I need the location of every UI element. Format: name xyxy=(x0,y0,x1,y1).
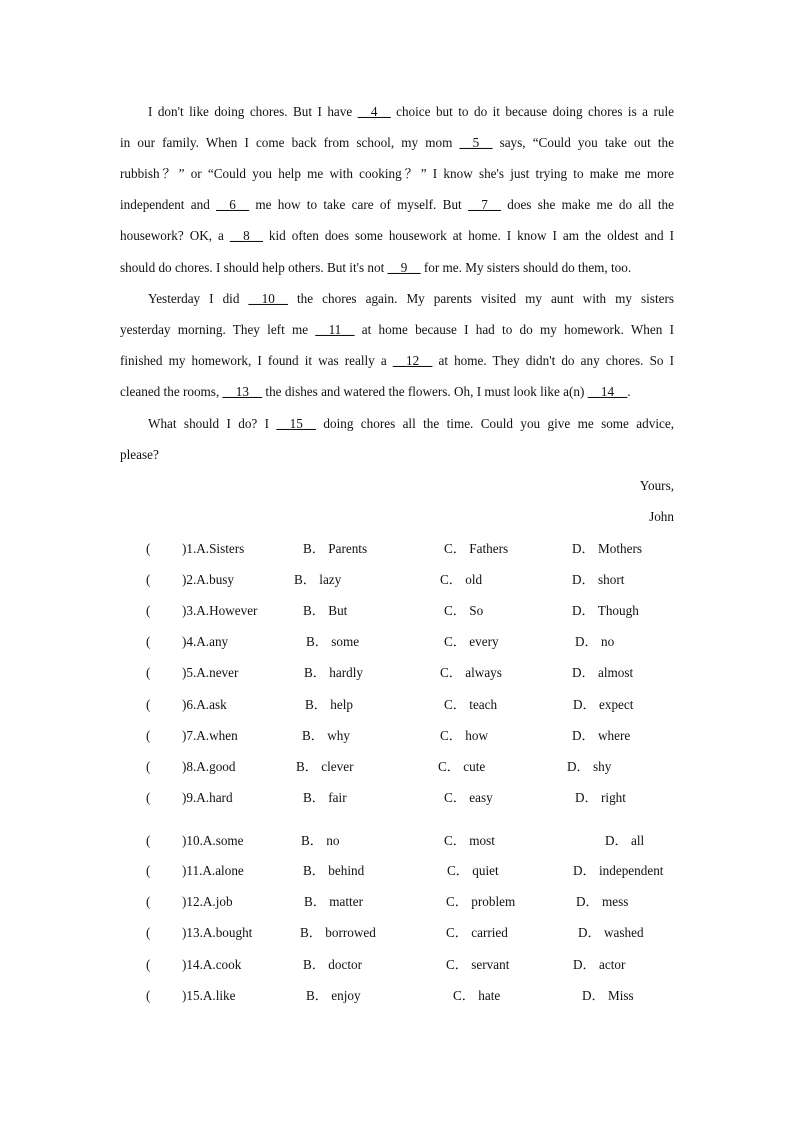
option-c: C． how xyxy=(440,728,488,743)
option-a: )11.A.alone xyxy=(182,863,244,878)
option-c: C． cute xyxy=(438,759,486,774)
answer-paren[interactable]: ( xyxy=(146,988,151,1003)
option-a: )2.A.busy xyxy=(182,572,235,587)
blank-14: __14__ xyxy=(587,384,628,399)
option-c: C． quiet xyxy=(447,863,499,878)
passage-line: cleaned the rooms, __13__ the dishes and watered the flowers. Oh, I must look like a(n) __14__. xyxy=(120,384,631,399)
option-a: )4.A.any xyxy=(182,634,229,649)
option-a: )5.A.never xyxy=(182,665,239,680)
blank-10: __10__ xyxy=(248,291,288,306)
option-a: )15.A.like xyxy=(182,988,236,1003)
option-b: B． why xyxy=(302,728,350,743)
blank-12: __12__ xyxy=(392,353,433,368)
answer-paren[interactable]: ( xyxy=(146,957,151,972)
option-c: C． teach xyxy=(444,697,498,712)
option-b: B． borrowed xyxy=(300,925,376,940)
passage-line: in our family. When I come back from school, my mom __5__ says, “Could you take out the xyxy=(120,135,675,150)
answer-paren[interactable]: ( xyxy=(146,603,151,618)
answer-paren[interactable]: ( xyxy=(146,697,151,712)
option-d: D． washed xyxy=(578,925,644,940)
option-a: )14.A.cook xyxy=(182,957,242,972)
option-a: )13.A.bought xyxy=(182,925,253,940)
passage-line: independent and __6__ me how to take care of myself. But __7__ does she make me do all the xyxy=(120,197,674,212)
option-c: C． carried xyxy=(446,925,508,940)
passage-line: finished my homework, I found it was really a __12__ at home. They didn't do any chores. So I xyxy=(120,353,674,368)
answer-paren[interactable]: ( xyxy=(146,665,151,680)
option-c: C． most xyxy=(444,833,495,848)
option-a: )10.A.some xyxy=(182,833,244,848)
option-b: B． matter xyxy=(304,894,363,909)
option-b: B． behind xyxy=(303,863,365,878)
option-c: C． Fathers xyxy=(444,541,509,556)
option-b: B． hardly xyxy=(304,665,363,680)
option-a: )7.A.when xyxy=(182,728,238,743)
answer-paren[interactable]: ( xyxy=(146,863,151,878)
passage-line: should do chores. I should help others. But it's not __9__ for me. My sisters should do them, too. xyxy=(120,260,632,275)
option-c: C． old xyxy=(440,572,483,587)
option-c: C． problem xyxy=(446,894,516,909)
passage-line: please? xyxy=(120,447,159,462)
option-a: )9.A.hard xyxy=(182,790,233,805)
option-b: B． But xyxy=(303,603,348,618)
letter-signature: John xyxy=(649,509,674,524)
blank-6: __6__ xyxy=(216,197,250,212)
option-d: D． Mothers xyxy=(572,541,642,556)
option-b: B． lazy xyxy=(294,572,342,587)
option-c: C． hate xyxy=(453,988,501,1003)
option-b: B． enjoy xyxy=(306,988,361,1003)
passage-line: rubbish？” or “Could you help me with cooking？” I know she's just trying to make me more xyxy=(120,166,674,181)
option-d: D． all xyxy=(605,833,645,848)
blank-13: __13__ xyxy=(222,384,263,399)
option-d: D． Though xyxy=(572,603,639,618)
answer-paren[interactable]: ( xyxy=(146,833,151,848)
option-a: )8.A.good xyxy=(182,759,236,774)
option-d: D． short xyxy=(572,572,625,587)
option-d: D． no xyxy=(575,634,615,649)
option-b: B． doctor xyxy=(303,957,362,972)
answer-paren[interactable]: ( xyxy=(146,925,151,940)
option-b: B． some xyxy=(306,634,360,649)
option-c: C． easy xyxy=(444,790,493,805)
option-d: D． actor xyxy=(573,957,626,972)
option-c: C． So xyxy=(444,603,484,618)
answer-paren[interactable]: ( xyxy=(146,790,151,805)
option-a: )3.A.However xyxy=(182,603,258,618)
option-b: B． fair xyxy=(303,790,347,805)
answer-paren[interactable]: ( xyxy=(146,634,151,649)
option-d: D． Miss xyxy=(582,988,634,1003)
blank-11: __11__ xyxy=(315,322,355,337)
option-d: D． expect xyxy=(573,697,634,712)
passage-line: housework? OK, a __8__ kid often does some housework at home. I know I am the oldest and I xyxy=(120,228,675,243)
option-d: D． independent xyxy=(573,863,664,878)
option-c: C． servant xyxy=(446,957,510,972)
blank-15: __15__ xyxy=(276,416,316,431)
letter-closing: Yours, xyxy=(639,478,674,493)
option-b: B． clever xyxy=(296,759,354,774)
option-c: C． every xyxy=(444,634,499,649)
option-d: D． mess xyxy=(576,894,629,909)
option-d: D． right xyxy=(575,790,626,805)
option-a: )1.A.Sisters xyxy=(182,541,245,556)
option-a: )6.A.ask xyxy=(182,697,227,712)
answer-paren[interactable]: ( xyxy=(146,894,151,909)
passage-line: Yesterday I did __10__ the chores again. My parents visited my aunt with my sisters xyxy=(148,291,674,306)
option-b: B． no xyxy=(301,833,340,848)
answer-paren[interactable]: ( xyxy=(146,728,151,743)
option-b: B． help xyxy=(305,697,353,712)
answer-paren[interactable]: ( xyxy=(146,541,151,556)
blank-7: __7__ xyxy=(468,197,501,212)
passage-line: I don't like doing chores. But I have __4__ choice but to do it because doing chores is a rule xyxy=(148,104,674,119)
answer-paren[interactable]: ( xyxy=(146,759,151,774)
blank-5: __5__ xyxy=(459,135,493,150)
blank-9: __9__ xyxy=(387,260,421,275)
blank-8: __8__ xyxy=(229,228,263,243)
option-d: D． where xyxy=(572,728,631,743)
answer-paren[interactable]: ( xyxy=(146,572,151,587)
option-a: )12.A.job xyxy=(182,894,233,909)
passage-line: What should I do? I __15__ doing chores all the time. Could you give me some advice, xyxy=(148,416,674,431)
passage-line: yesterday morning. They left me __11__ at home because I had to do my homework. When I xyxy=(120,322,674,337)
option-d: D． shy xyxy=(567,759,612,774)
blank-4: __4__ xyxy=(357,104,391,119)
option-d: D． almost xyxy=(572,665,634,680)
option-b: B． Parents xyxy=(303,541,368,556)
option-c: C． always xyxy=(440,665,502,680)
